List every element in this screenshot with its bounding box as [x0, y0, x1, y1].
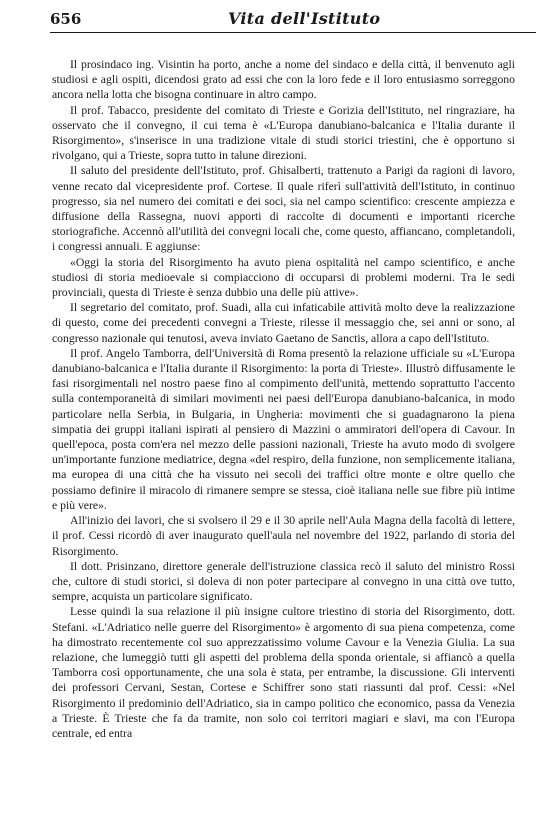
paragraph: All'inizio dei lavori, che si svolsero il 29 e il 30 aprile nell'Aula Magna della facoltà di lettere, il prof. Cessi ricordò di aver inaugurato quell'aula nel novembre del 1922, parlando di storia del Risorgimento. — [52, 514, 515, 558]
paragraph: Lesse quindi la sua relazione il più insigne cultore triestino di storia del Risorgimento, dott. Stefani. «L'Adriatico nelle guerre del Risorgimento» è argomento di sua piena competenza, come ha dimostrato recentemente col suo apprezzatissimo volume Cavour e la Venezia Giulia. La sua relazione, che lumeggiò tutti gli aspetti del problema della sponda orientale, si affiancò a quella Tamborra così opportunamente, che una sola è stata, per entrambe, la discussione. Gli interventi dei professori Cervani, Sestan, Cortese e Schiffrer sono stati riassunti dal prof. Cessi: «Nel Risorgimento il predominio dell'Adriatico, sia in campo politico che economico, passa da Venezia a Trieste. È Trieste che fa da tramite, non solo coi territori magiari e slavi, ma con l'Europa centrale, ed entra — [52, 605, 515, 740]
paragraph: Il prof. Tabacco, presidente del comitato di Trieste e Gorizia dell'Istituto, nel ringraziare, ha osservato che il convegno, il cui tema è «L'Europa danubiano-balcanica e l'Italia durante il Risorgimento», s'inserisce in una tradizione vitale di studi storici triestini, che è opportuno si rivolgano, qui a Trieste, sopra tutto in talune direzioni. — [52, 103, 515, 163]
page-number: 656 — [50, 10, 82, 28]
paragraph: Il dott. Prisinzano, direttore generale dell'istruzione classica recò il saluto del ministro Rossi che, cultore di studi storici, si doleva di non poter partecipare al convegno in una città ove tutto, sempre, acquista un particolare significato. — [52, 559, 515, 604]
paragraph: Il segretario del comitato, prof. Suadi, alla cui infaticabile attività molto deve la realizzazione di questo, come dei precedenti convegni a Trieste, rilesse il messaggio che, sei anni or sono, al congresso nazionale qui tenutosi, aveva inviato Gaetano de Sanctis, allora a capo dell'Istituto. — [52, 301, 515, 345]
body-text — [52, 57, 515, 741]
quotation-paragraph: «Oggi la storia del Risorgimento ha avuto piena ospitalità nel campo scientifico, e anche studiosi di storia medioevale si compiacciono di occuparsi di problemi moderni. Tra le sedi provinciali, questa di Trieste è senza dubbio una delle più attive». — [52, 255, 515, 300]
paragraph: Il prosindaco ing. Visintin ha porto, anche a nome del sindaco e della città, il benvenuto agli studiosi e agli ospiti, dicendosi grato ad essi che con la loro fede e il loro entusiasmo sorreggono ancora nella lotta che bisogna continuare in altro campo. — [52, 58, 515, 102]
page-header — [50, 8, 536, 33]
paragraph: Il saluto del presidente dell'Istituto, prof. Ghisalberti, trattenuto a Parigi da ragioni di lavoro, venne recato dal vicepresidente prof. Cortese. Il quale riferì sull'attività dell'Istituto, in continuo progresso, sia nel numero dei comitati e dei soci, sia nel campo scientifico: crescente ampiezza e diffusione della Rassegna, nuovi apporti di raccolte di documenti e importanti ricerche storiografiche. Accennò all'utilità dei convegni locali che, come questo, affiancano, completandoli, i congressi annuali. E aggiunse: — [52, 164, 515, 254]
paragraph: Il prof. Angelo Tamborra, dell'Università di Roma presentò la relazione ufficiale su «L'Europa danubiano-balcanica e l'Italia durante il Risorgimento: la porta di Trieste». Illustrò diffusamente le fasi risorgimentali nel nostro paese fino al compimento dell'unità, mettendo soprattutto l'accento sulla contemporaneità di similari movimenti nei paesi dell'Europa danubiano-balcanica, in modo particolare nella Serbia, in Bulgaria, in Ungheria: movimenti che si guadagnarono la piena simpatia dei gruppi italiani ispirati al pensiero di Mazzini o ammiratori dell'opera di Cavour. In quell'epoca, posta com'era nel mezzo delle passioni nazionali, Trieste ha avuto modo di svolgere un'importante funzione mediatrice, degna «del respiro, della funzione, non semplicemente italiana, ma europea di una città che ha vissuto nei secoli dei traffici oltre monte e oltre quello che possiamo definire il miracolo di rimanere sempre se stessa, cioè italiana nelle sue fibre più intime e più vere». — [52, 346, 515, 512]
running-title: Vita dell'Istituto — [228, 9, 381, 28]
